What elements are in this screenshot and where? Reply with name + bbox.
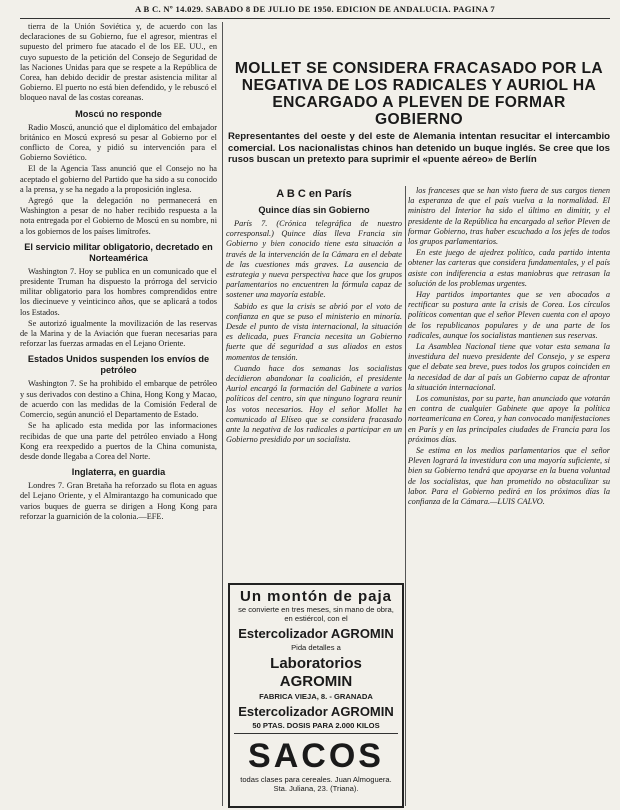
main-headline: MOLLET SE CONSIDERA FRACASADO POR LA NEGATIVA DE LOS RADICALES Y AURIOL HA ENCARGADO A PLEVEN DE FORMAR GOBIERNO [234,60,604,128]
article-paragraph: Se estima en los medios parlamentarios que el señor Pleven logrará la investidura con una mayoría suficiente, si bien su Gobierno tendrá que apoyarse en la buena voluntad de los socialistas, que han prometido no obstaculizar su labor. Para el Gobierno pedirá en los próximos días la confianza de la Cámara.—LUIS CALVO. [408,446,610,507]
article-paragraph: Hay partidos importantes que se ven abocados a rectificar su postura ante la crisis de Corea. Los círculos políticos comentan que el señor Pleven cuenta con el apoyo de los republicanos populares y de una parte de los radicales, aunque los socialistas mantienen sus reservas. [408,290,610,340]
article-paragraph: Washington 7. Se ha prohibido el embarque de petróleo y sus derivados con destino a China, Hong Kong y Macao, de acuerdo con las medidas de la Comisión Federal de Comercio, según anunció el Departamento de Estado. [20,379,217,420]
article-paragraph: Washington 7. Hoy se publica en un comunicado que el presidente Truman ha dispuesto la prórroga del servicio militar obligatorio para los hombres comprendidos entre los diecinueve y veinticinco años, que se aplicará a todos los Estados. [20,266,217,317]
section-title: A B C en París [276,188,352,200]
ad-price: 50 PTAS. DOSIS PARA 2.000 KILOS [252,721,380,730]
article-paragraph: La Asamblea Nacional tiene que votar esta semana la investidura del nuevo presidente del Consejo, y se espera que el debate sea breve, pues todos los grupos coinciden en la necesidad de dar al país un Gobierno capaz de afrontar la situación internacional. [408,342,610,392]
article-paragraph: El de la Agencia Tass anunció que el Consejo no ha aceptado el gobierno del Partido que ha sido a su conocido a la prensa, y se ha negado a la proposición inglesa. [20,164,217,194]
ad-divider [234,733,398,734]
ad-brand: Laboratorios AGROMIN [270,655,362,690]
ad-text: todas clases para cereales. Juan Almoguera. Sta. Juliana, 23. (Triana). [240,775,392,793]
article-paragraph: París 7. (Crónica telegráfica de nuestro corresponsal.) Quince días lleva Francia sin Gobierno y bien conocido tiene esta situación a través de la intervención de la Cámara en el debate de las cuestiones más graves. La ausencia de estrategia y nueva perspectiva hace que los grupos parlamentarios no encuentren la fórmula capaz de sostener una mayoría estable. [226,219,402,300]
column-divider [405,186,406,806]
subheading: Estados Unidos suspenden los envíos de petróleo [27,354,210,376]
subheading: El servicio militar obligatorio, decretado en Norteamérica [24,241,213,263]
article-paragraph: Se autorizó igualmente la movilización de las reservas de la Marina y de la Aviación que fueran necesarias para reforzar las fuerzas armadas en el Lejano Oriente. [20,318,217,349]
masthead: A B C. Nº 14.029. SABADO 8 DE JULIO DE 1950. EDICION DE ANDALUCIA. PAGINA 7 [20,4,610,19]
article-paragraph: Los comunistas, por su parte, han anunciado que votarán en contra de cualquier Gabinete que apoye la política norteamericana en Corea, y han convocado manifestaciones en París y en las principales ciudades de Francia para los próximos días. [408,394,610,444]
article-paragraph: tierra de la Unión Soviética y, de acuerdo con las declaraciones de su Gobierno, fue el agresor, mientras el supuesto del primero fue atacado el de los EE. UU., en cuyo supuesto de la petición del Consejo de Seguridad de las Naciones Unidas para que se respete a la República de Corea, han debido decidir de prestar asistencia militar al Gobierno. El puerto no está bien defendido, y le rebuscó el bloqueo naval de las costas coreanas. [20,22,217,103]
article-paragraph: Cuando hace dos semanas los socialistas decidieron abandonar la coalición, el presidente Auriol encargó la formación del Gabinete a varios políticos del centro, sin que ninguno lograra reunir los votos necesarios. Hoy el señor Mollet ha comunicado al Elíseo que se considera fracasado ante la negativa de los radicales a participar en un Gobierno presidido por un socialista. [226,363,402,445]
column-divider [222,22,223,806]
article-paragraph: los franceses que se han visto fuera de sus cargos tienen la esperanza de que el país vuelva a la normalidad. El ministro del Interior ha sido el último en dimitir, y el presidente de la República ha encargado al señor Pleven de formar Gobierno, tras haber escuchado a los jefes de todos los grupos parlamentarios. [408,186,610,247]
middle-column [226,186,402,581]
ad-address: FABRICA VIEJA, 8. - GRANADA [259,692,373,701]
ad-brand: Estercolizador AGROMIN [238,626,394,641]
headline-deck: Representantes del oeste y del este de Alemania intentan resucitar el intercambio comercial. Los nacionalistas chinos han detenido un buque inglés. Se cree que los rusos buscan un pretexto para suprimir el «puente aéreo» de Berlín [228,131,610,166]
subheading: Quince días sin Gobierno [258,205,370,215]
ad-text: Pida detalles a [291,643,341,652]
ad-text: se convierte en tres meses, sin mano de obra, en estiércol, con el [238,605,394,623]
article-paragraph: Agregó que la delegación no permanecerá en Washington a pesar de no haber recibido respuesta a la nota entregada por el Gobierno de Moscú en su nombre, ni a los gobiernos de los países limítrofes. [20,196,217,236]
subheading: Inglaterra, en guardia [71,467,166,478]
article-paragraph: En este juego de ajedrez político, cada partido intenta obtener las carteras que considera fundamentales, y el país asiste con indiferencia a estas maniobras que retrasan la solución de los problemas urgentes. [408,248,610,288]
right-column [408,186,610,808]
subheading: Moscú no responde [75,108,162,119]
article-paragraph: Se ha aplicado esta medida por las informaciones recibidas de que una parte del petróleo enviado a Hong Kong era reexpedido a puertos de la China comunista, desde donde llegaba a Corea del Norte. [20,421,217,461]
ad-brand: Estercolizador AGROMIN [238,704,394,719]
ad-title: Un montón de paja [240,588,392,605]
advertisement [228,583,404,808]
left-column [20,22,217,808]
article-paragraph: Londres 7. Gran Bretaña ha reforzado su flota en aguas del Lejano Oriente, y el Almirantazgo ha comunicado que varios buques de guerra se dirigen a Hong Kong para reforzar la guarnición de la colonia.—EFE. [20,481,217,521]
article-paragraph: Radio Moscú, anunció que el diplomático del embajador británico en Moscú expresó su pesar al Gobierno por el conflicto de Corea, y pidió su intervención para el Gobierno Soviético. [20,122,217,163]
article-paragraph: Sabido es que la crisis se abrió por el voto de confianza en que se puso el ministerio en minoría. Desde el punto de vista internacional, la situación es delicada, pues Francia necesita un Gobierno fuerte que dé seguridad a sus aliados en estos momentos de tensión. [226,301,402,362]
ad-sacos: SACOS [248,737,384,775]
